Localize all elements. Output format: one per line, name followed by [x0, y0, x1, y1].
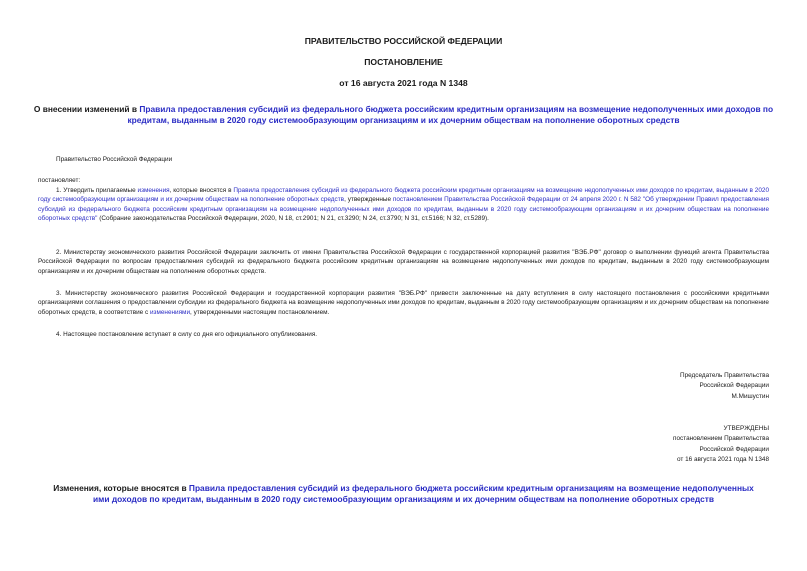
changes-link[interactable]: изменения — [137, 187, 170, 194]
government-heading: ПРАВИТЕЛЬСТВО РОССИЙСКОЙ ФЕДЕРАЦИИ — [304, 36, 503, 46]
intro-text: Правительство Российской Федерации — [56, 156, 173, 163]
approved-label: УТВЕРЖДЕНЫ — [723, 425, 769, 432]
document-title — [30, 104, 777, 126]
p3-text-b: , утвержденными настоящим постановлением. — [190, 308, 330, 316]
signature-block — [680, 371, 769, 402]
paragraph-3 — [38, 289, 769, 317]
title-prefix: О внесении изменений в — [33, 104, 140, 114]
paragraph-4: 4. Настоящее постановление вступает в силу со дня его официального опубликования. — [56, 331, 318, 338]
resolution-582-link[interactable]: постановлением Правительства Российской Федерации от 24 апреля 2020 г. N 582 "Об утверждении Правил предоставления субсидий из федерального бюджета российским кредитным организациям на возмещение недополученных ими доходов по кредитам, выданным в 2020 году системообразующим организациям и их дочерним обществам на пополнение оборотных средств" — [38, 196, 769, 223]
approved-date: от 16 августа 2021 года N 1348 — [676, 456, 769, 464]
date-number-heading: от 16 августа 2021 года N 1348 — [339, 78, 468, 88]
decrees-text: постановляет: — [38, 177, 81, 184]
signature-country: Российской Федерации — [699, 382, 769, 390]
changes-title — [50, 483, 757, 505]
title-rules-link[interactable]: Правила предоставления субсидий из федерального бюджета российским кредитным организациям на возмещение недополученных ими доходов по кредитам, выданным в 2020 году системообразующим организациям и их дочерним обществам на пополнение оборотных средств — [127, 104, 774, 125]
paragraph-1 — [38, 186, 769, 224]
signature-position: Председатель Правительства — [680, 372, 769, 379]
doc-type-heading: ПОСТАНОВЛЕНИЕ — [364, 57, 443, 67]
approved-by: постановлением Правительства — [673, 435, 769, 443]
p1-text-b: , которые вносятся в — [169, 187, 234, 194]
amendments-link[interactable]: изменениями — [149, 308, 191, 316]
changes-title-rules-link[interactable]: Правила предоставления субсидий из федерального бюджета российским кредитным организациям на возмещение недополученных ими доходов по кредитам, выданным в 2020 году системообразующим организациям и их дочерним обществам на пополнение оборотных средств — [93, 483, 754, 504]
p1-text-c: , утвержденные — [344, 196, 393, 204]
p1-text-a: 1. Утвердить прилагаемые — [56, 187, 138, 194]
signature-name: М.Мишустин — [731, 392, 769, 400]
p1-text-d: (Собрание законодательства Российской Федерации, 2020, N 18, ст.2901; N 21, ст.3290; N 24, ст.3790; N 31, ст.5166; N 32, ст.5289). — [97, 215, 489, 223]
changes-title-prefix: Изменения, которые вносятся в — [53, 483, 189, 493]
p3-text-a: 3. Министерству экономического развития Российской Федерации и государственной корпорации развития "ВЭБ.РФ" привести заключенные на дату вступления в силу настоящего постановления с российскими кредитными организациями соглашения о предоставлении субсидии из федерального бюджета на возмещение недополученных ими доходов по кредитам, выданным в 2020 году системообразующим организациям и их дочерним обществам на пополнение оборотных средств, в соответствие с — [38, 290, 769, 316]
approved-country: Российской Федерации — [699, 445, 769, 453]
approval-block — [673, 424, 769, 466]
rules-link[interactable]: Правила предоставления субсидий из федерального бюджета российским кредитным организациям на возмещение недополученных ими доходов по кредитам, выданным в 2020 году системообразующим организациям и их дочерним обществам на пополнение оборотных средств — [38, 187, 769, 204]
paragraph-2: 2. Министерству экономического развития Российской Федерации заключить от имени Правительства Российской Федерации с государственной корпорацией развития "ВЭБ.РФ" договор о выполнении функций агента Правительства Российской Федерации по вопросам предоставления субсидий из федерального бюджета российским кредитным организациям на возмещение недополученных ими доходов по кредитам, выданным в 2020 году системообразующим организациям и их дочерним обществам на пополнение оборотных средств. — [38, 249, 769, 275]
